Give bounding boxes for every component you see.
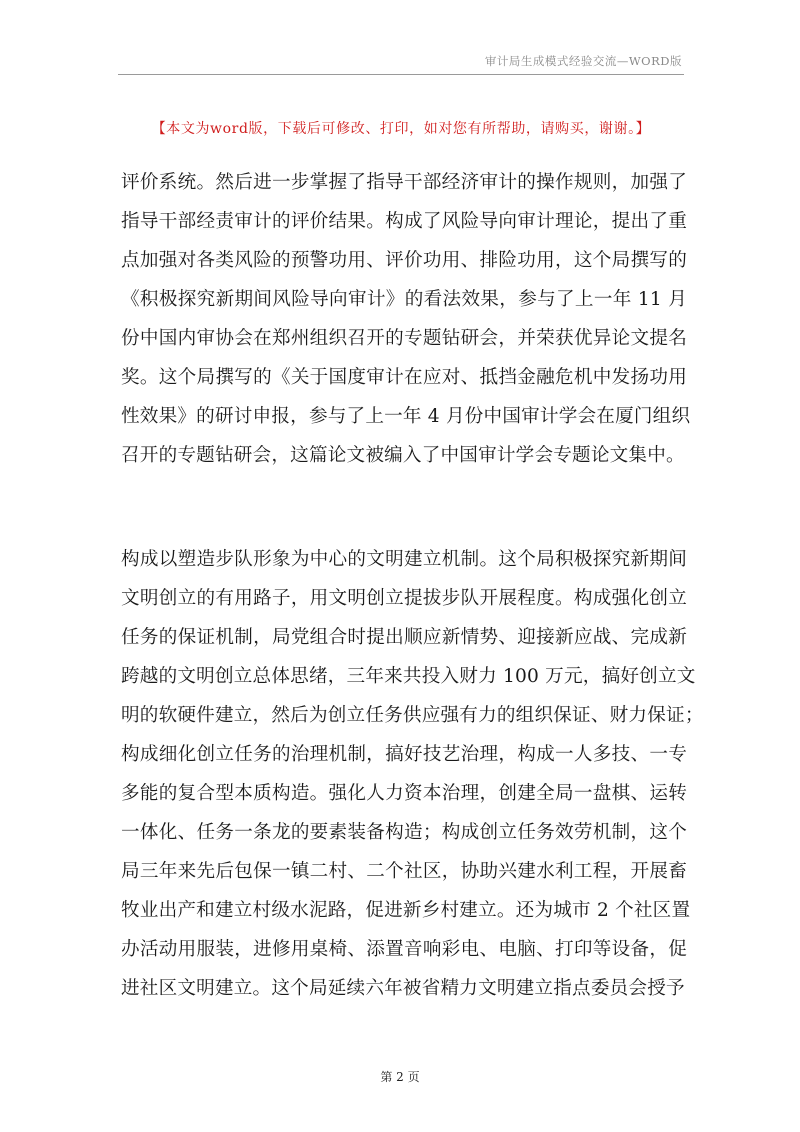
text-line: 构成细化创立任务的治理机制，搞好技艺治理，构成一人多技、一专 <box>121 744 687 765</box>
text-line: 一体化、任务一条龙的要素装备构造；构成创立任务效劳机制，这个 <box>121 822 687 843</box>
page-number: 第 2 页 <box>380 1070 420 1084</box>
text-line: 召开的专题钻研会，这篇论文被编入了中国审计学会专题论文集中。 <box>121 445 685 466</box>
download-notice: 【本文为word版，下载后可修改、打印，如对您有所帮助，请购买，谢谢。】 <box>151 121 651 137</box>
text-line: 进社区文明建立。这个局延续六年被省精力文明建立指点委员会授予 <box>121 978 685 999</box>
text-line: 《积极探究新期间风险导向审计》的看法效果，参与了上一年 11 月 <box>121 289 687 310</box>
text-line: 文明创立的有用路子，用文明创立提拔步队开展程度。构成强化创立 <box>121 588 687 609</box>
text-line: 办活动用服装，进修用桌椅、添置音响彩电、电脑、打印等设备，促 <box>121 939 687 960</box>
text-line: 构成以塑造步队形象为中心的文明建立机制。这个局积极探究新期间 <box>121 549 687 570</box>
text-line: 局三年来先后包保一镇二村、二个社区，协助兴建水利工程，开展畜 <box>121 861 687 882</box>
text-line: 明的软硬件建立，然后为创立任务供应强有力的组织保证、财力保证； <box>121 705 704 726</box>
text-line: 性效果》的研讨申报，参与了上一年 4 月份中国审计学会在厦门组织 <box>121 406 691 427</box>
paragraph-2 <box>121 540 704 1008</box>
text-line: 点加强对各类风险的预警功用、评价功用、排险功用，这个局撰写的 <box>121 250 687 271</box>
text-line: 评价系统。然后进一步掌握了指导干部经济审计的操作规则，加强了 <box>121 172 687 193</box>
header-title: 审计局生成模式经验交流—WORD版 <box>484 54 682 68</box>
page-header <box>118 52 684 75</box>
paragraph-1 <box>121 163 691 475</box>
text-line: 跨越的文明创立总体思绪，三年来共投入财力 100 万元，搞好创立文 <box>121 666 696 687</box>
text-line: 多能的复合型本质构造。强化人力资本治理，创建全局一盘棋、运转 <box>121 783 687 804</box>
text-line: 奖。这个局撰写的《关于国度审计在应对、抵挡金融危机中发扬功用 <box>121 367 687 388</box>
text-line: 牧业出产和建立村级水泥路，促进新乡村建立。还为城市 2 个社区置 <box>121 900 691 921</box>
text-line: 份中国内审协会在郑州组织召开的专题钻研会，并荣获优异论文提名 <box>121 328 687 349</box>
text-line: 任务的保证机制，局党组合时提出顺应新情势、迎接新应战、完成新 <box>121 627 687 648</box>
text-line: 指导干部经责审计的评价结果。构成了风险导向审计理论，提出了重 <box>121 211 687 232</box>
